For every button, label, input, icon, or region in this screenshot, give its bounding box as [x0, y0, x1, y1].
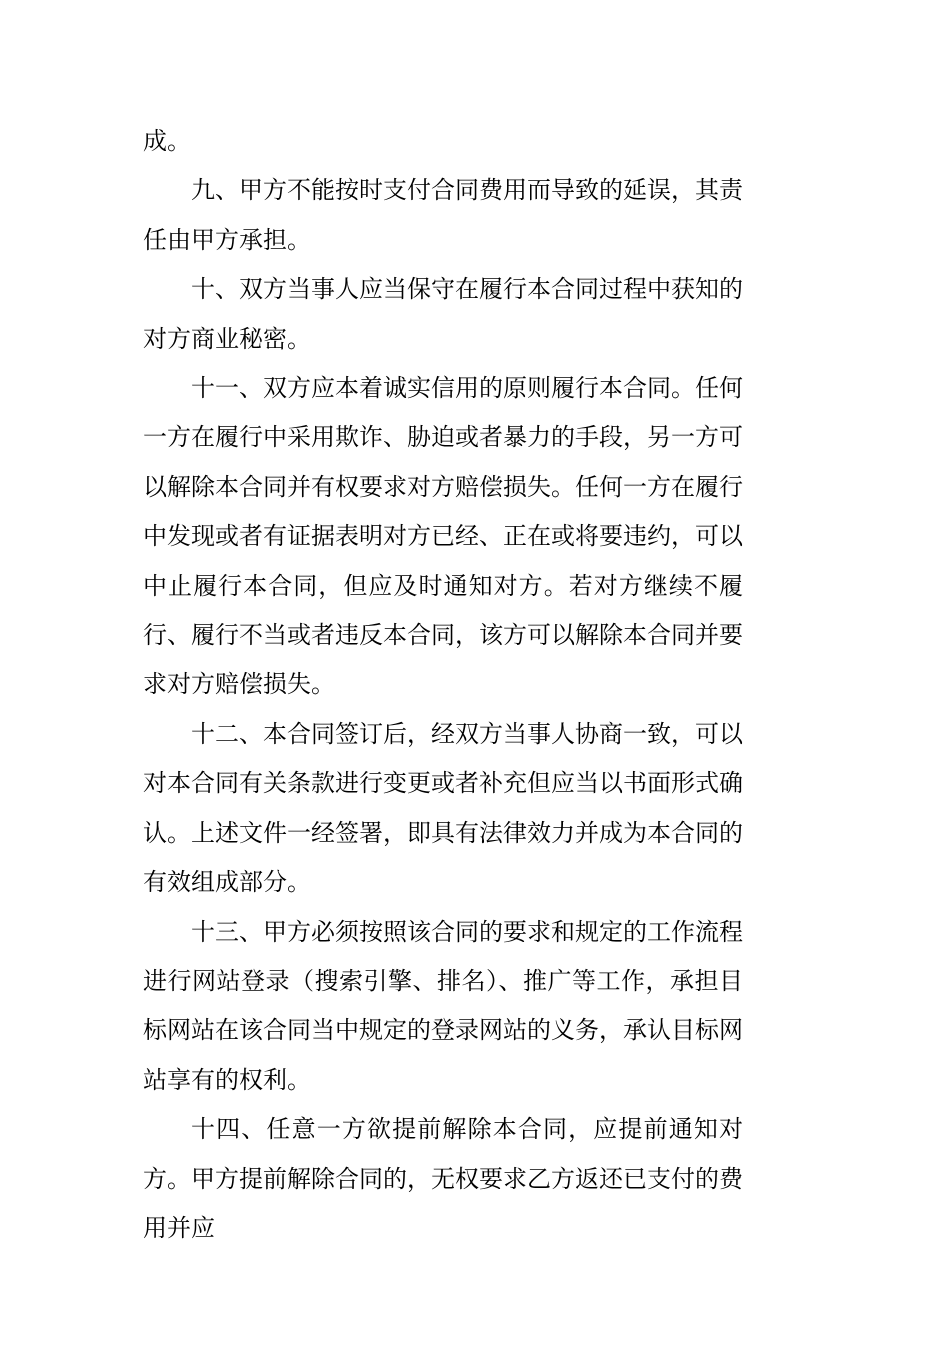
clause-12: 十二、本合同签订后，经双方当事人协商一致，可以对本合同有关条款进行变更或者补充但应当以书面形式确认。上述文件一经签署，即具有法律效力并成为本合同的有效组成部分。	[143, 719, 743, 897]
paragraph-continuation: 成。	[143, 127, 191, 155]
clause-10: 十、双方当事人应当保守在履行本合同过程中获知的对方商业秘密。	[143, 275, 743, 353]
document-page	[143, 117, 743, 1253]
clause-11: 十一、双方应本着诚实信用的原则履行本合同。任何一方在履行中采用欺诈、胁迫或者暴力的手段，另一方可以解除本合同并有权要求对方赔偿损失。任何一方在履行中发现或者有证据表明对方已经、正在或将要违约，可以中止履行本合同，但应及时通知对方。若对方继续不履行、履行不当或者违反本合同，该方可以解除本合同并要求对方赔偿损失。	[143, 374, 743, 699]
clause-14: 十四、任意一方欲提前解除本合同，应提前通知对方。甲方提前解除合同的，无权要求乙方返还已支付的费用并应	[143, 1115, 743, 1242]
clause-13: 十三、甲方必须按照该合同的要求和规定的工作流程进行网站登录（搜索引擎、排名）、推广等工作，承担目标网站在该合同当中规定的登录网站的义务，承认目标网站享有的权利。	[143, 917, 743, 1094]
clause-9: 九、甲方不能按时支付合同费用而导致的延误，其责任由甲方承担。	[143, 176, 743, 254]
